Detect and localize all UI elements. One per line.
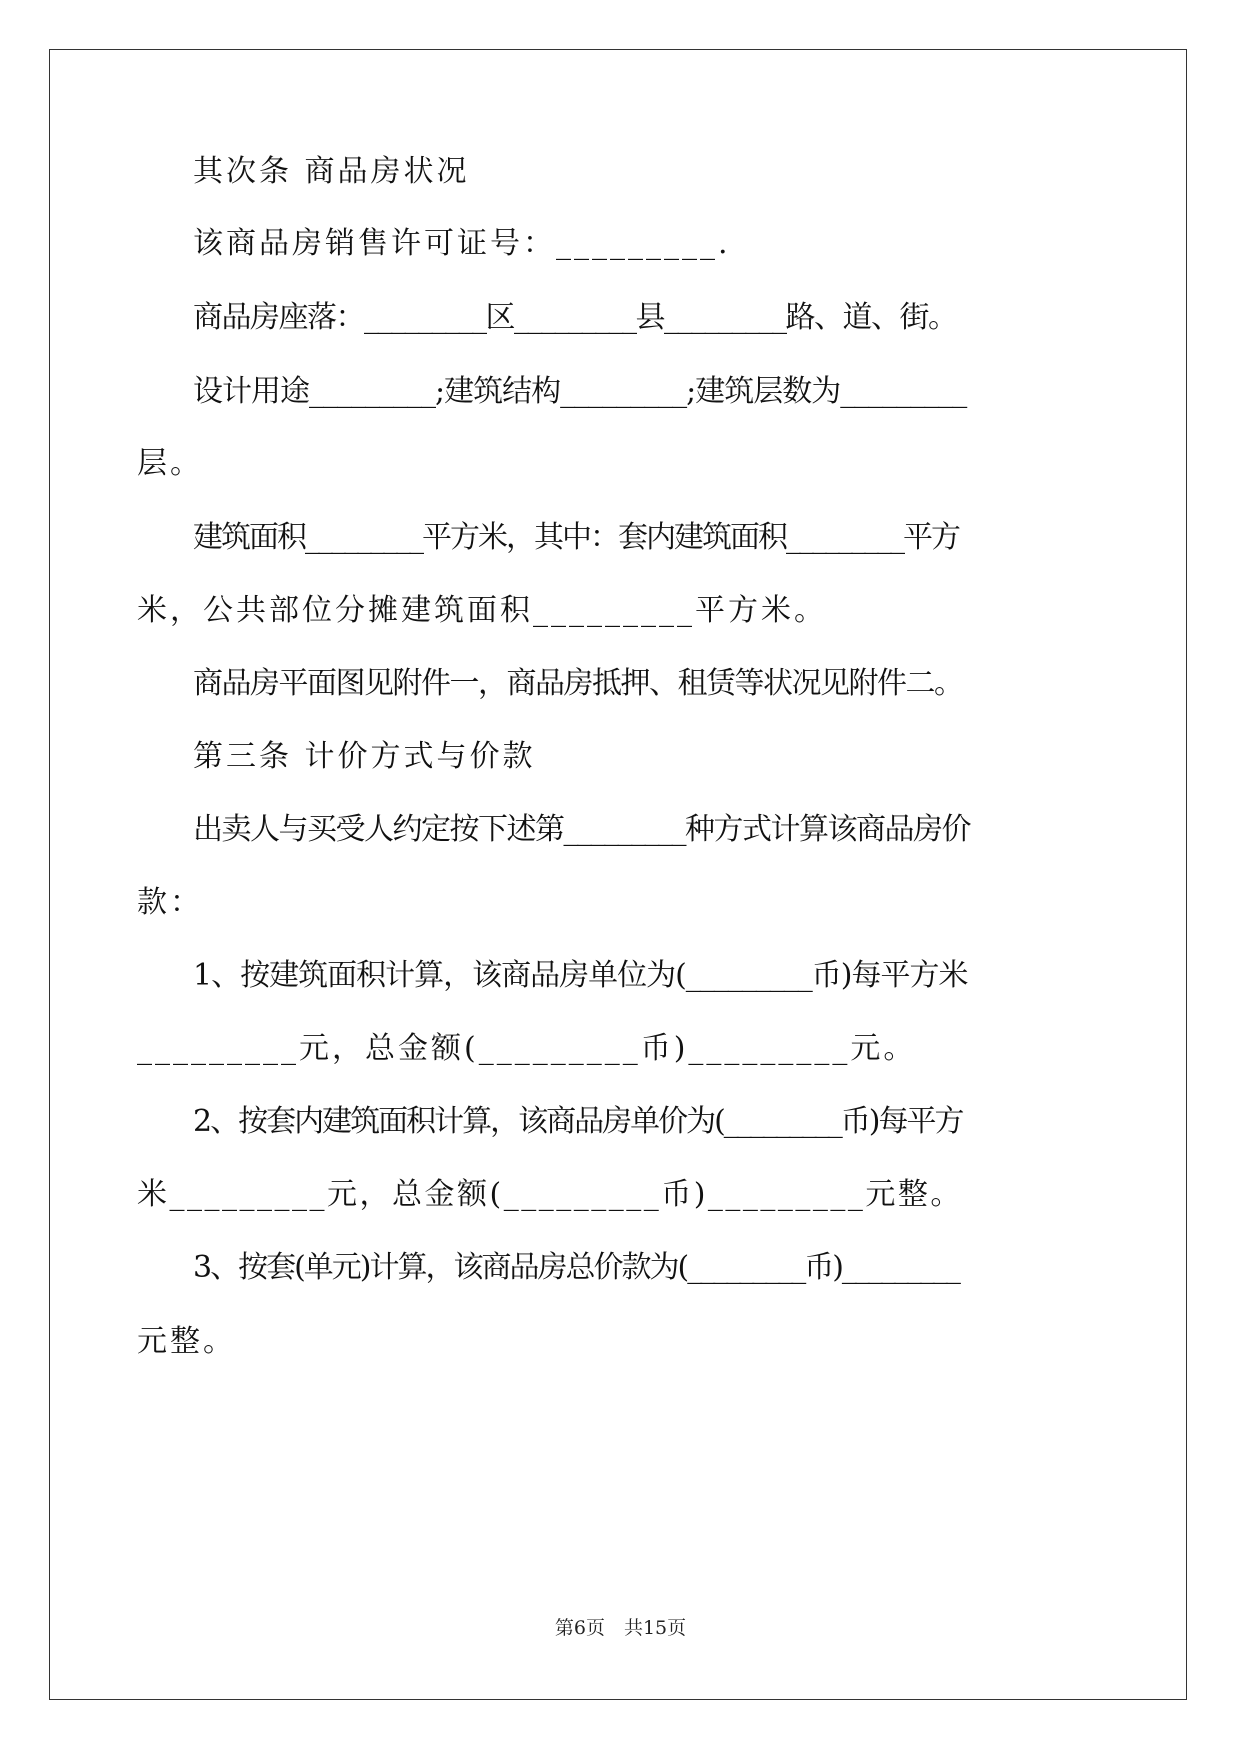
- line-9: 第三条 计价方式与价款: [193, 739, 536, 774]
- line-8: 商品房平面图见附件一，商品房抵押、租赁等状况见附件二。: [193, 666, 963, 701]
- line-7: 米，公共部位分摊建筑面积_________平方米。: [137, 593, 827, 628]
- line-12: 1、按建筑面积计算，该商品房单位为(_________币)每平方米: [193, 958, 968, 993]
- line-13: _________元，总金额(_________币)_________元。: [137, 1031, 917, 1066]
- line-10: 出卖人与买受人约定按下述第_________种方式计算该商品房价: [193, 812, 970, 847]
- line-15: 米_________元，总金额(_________币)_________元整。: [137, 1177, 963, 1212]
- line-17: 元整。: [137, 1324, 236, 1359]
- line-16: 3、按套(单元)计算，该商品房总价款为(_________币)_________: [193, 1250, 959, 1285]
- line-14: 2、按套内建筑面积计算，该商品房单价为(_________币)每平方: [193, 1104, 963, 1139]
- line-3: 商品房座落：_________区_________县_________路、道、街。: [193, 300, 957, 335]
- line-5: 层。: [137, 446, 203, 481]
- page-footer: 第6页 共15页: [554, 1617, 687, 1639]
- line-2: 该商品房销售许可证号：_________.: [193, 226, 731, 261]
- line-1: 其次条 商品房状况: [193, 154, 470, 189]
- line-11: 款：: [137, 885, 203, 920]
- line-4: 设计用途_________;建筑结构_________;建筑层数为_________: [193, 374, 967, 409]
- line-6: 建筑面积_________平方米，其中：套内建筑面积_________平方: [193, 520, 959, 555]
- page-border: [49, 49, 1187, 1700]
